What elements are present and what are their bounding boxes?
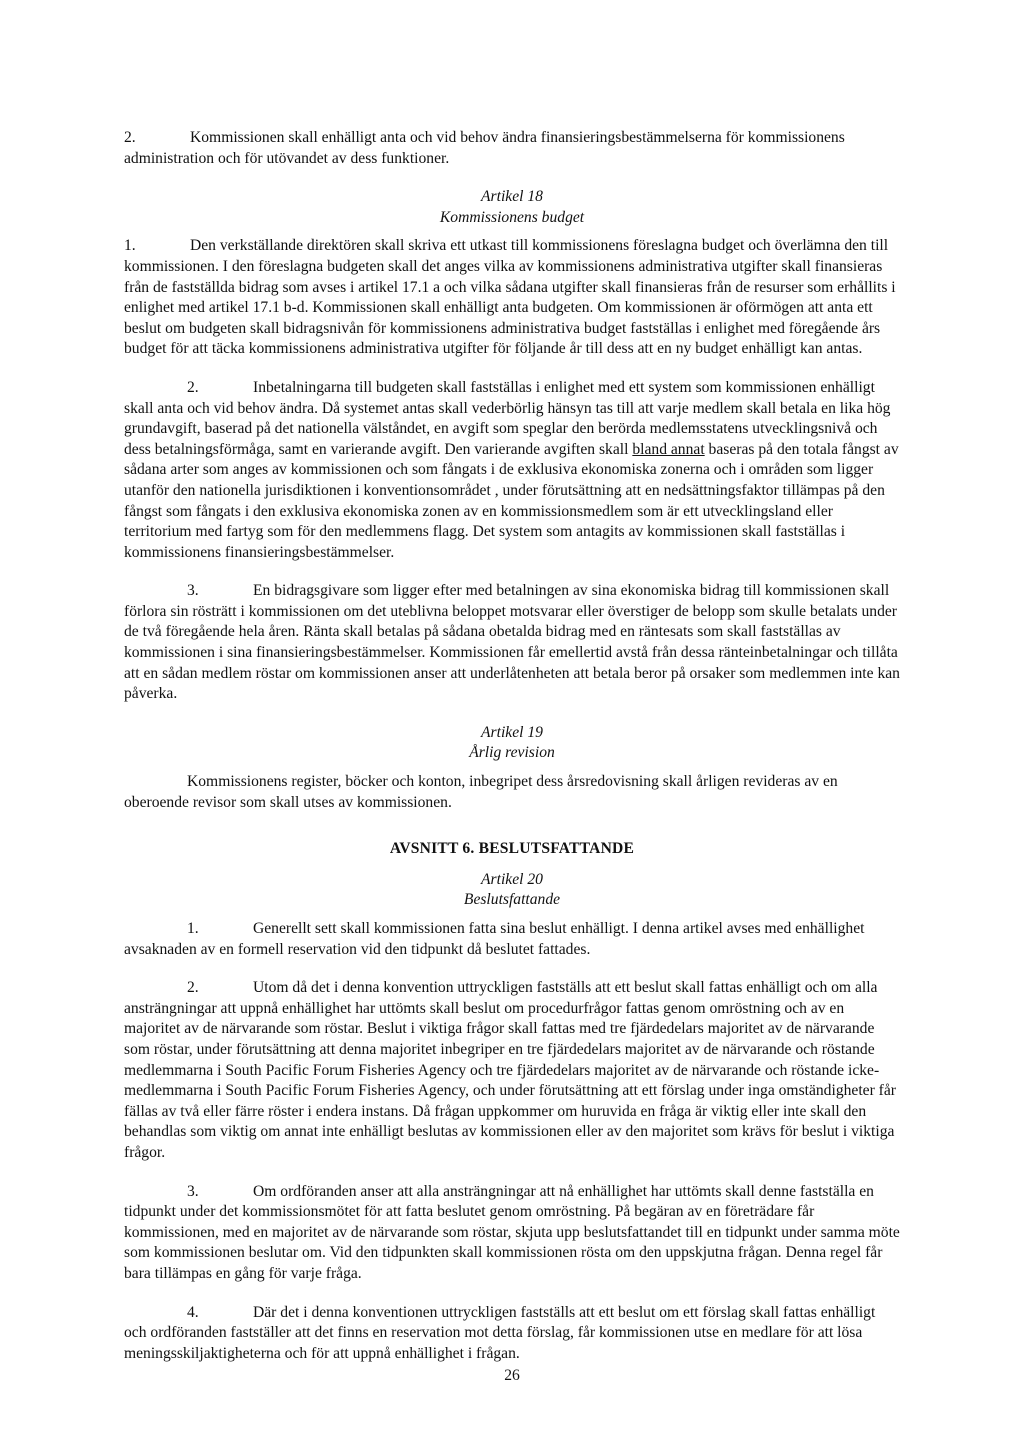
article-title: Artikel 19 [481, 723, 543, 741]
document-page [124, 128, 900, 1382]
article-20-paragraph-4 [124, 1303, 900, 1365]
section-6-heading: AVSNITT 6. BESLUTSFATTANDE [389, 840, 635, 858]
article-20-paragraph-2 [124, 978, 900, 1163]
article-19-heading [124, 723, 900, 764]
paragraph-text: Den verkställande direktören skall skriva ett utkast till kommissionens föreslagna budget och överlämna den till kommissionen. I den föreslagna budgeten skall det anges vilka av kommissionens administrativa utgifter skall finansieras från de fastställda bidrag som avses i artikel 17.1 a och vilka sådana utgifter skall finansieras från de resurser som erhållits i enlighet med artikel 17.1 b-d. Kommissionen skall enhälligt anta budgeten. Om kommissionen är oförmögen att anta ett beslut om budgeten skall bidragsnivån för kommissionens administrativa budget fastställas i enlighet med föregående års budget för att täcka kommissionens administrativa utgifter för följande år till dess att en ny budget enhälligt kan antas. [124, 237, 896, 358]
article-18-paragraph-2 [124, 378, 900, 563]
paragraph-text: Inbetalningarna till budgeten skall fastställas i enlighet med ett system som kommissionen enhälligt skall anta och vid behov ändra. Då systemet antas skall vederbörlig hänsyn tas till att varje medlem skall betala en lika hög grundavgift, baserad på det nationella välståndet, en avgift som speglar den berörda medlemsstatens utvecklingsnivå och dess betalningsförmåga, samt en varierande avgift. Den varierande avgiften skall [124, 378, 891, 458]
article-20-paragraph-3 [124, 1182, 900, 1285]
article-subtitle: Årlig revision [469, 744, 555, 762]
paragraph-text: Kommissionens register, böcker och konton, inbegripet dess årsredovisning skall årligen revideras av en oberoende revisor som skall utses av kommissionen. [124, 773, 838, 811]
paragraph-number: 3. [187, 582, 199, 600]
paragraph-number: 4. [187, 1303, 199, 1321]
paragraph-number: 3. [187, 1182, 199, 1200]
underlined-text: bland annat [632, 440, 705, 458]
paragraph-text: Om ordföranden anser att alla ansträngningar att nå enhällighet har uttömts skall denne fastställa en tidpunkt under det kommissionsmötet för att fatta beslutet genom omröstning. På begäran av en företrädare får kommissionen, med en majoritet av de närvarande som röstar, skjuta upp beslutsfattandet till en tidpunkt under samma möte som kommissionen beslutar om. Vid den tidpunkten skall kommissionen rösta om den uppskjutna frågan. Denna regel får bara tillämpas en gång för varje fråga. [124, 1182, 900, 1282]
article-20-paragraph-1 [124, 919, 900, 960]
paragraph-text: Generellt sett skall kommissionen fatta sina beslut enhälligt. I denna artikel avses med enhällighet avsaknaden av en formell reservation vid den tidpunkt då beslutet fattades. [124, 920, 865, 958]
paragraph-text: Där det i denna konventionen uttryckligen fastställs att ett beslut om ett förslag skall fattas enhälligt och ordföranden fastställer att det finns en reservation mot detta förslag, får kommissionen utse en medlare för att lösa meningsskiljaktigheterna och för att uppnå enhällighet i frågan. [124, 1303, 876, 1362]
article-title: Artikel 18 [481, 188, 543, 206]
paragraph-text-continued: baseras på den totala fångst av sådana arter som anges av kommissionen och som fångats i de exklusiva ekonomiska zonerna och i områden som ligger utanför den nationella jurisdiktionen i konventionsområdet , under förutsättning att en nedsättningsfaktor tillämpas på den fångst som fångats i den exklusiva ekonomiska zonen av en kommissionsmedlem som är ett utvecklingsland eller territorium med fartyg som för den medlemmens flagg. Det system som antagits av kommissionen skall fastställas i kommissionens finansieringsbestämmelser. [124, 440, 899, 561]
article-title: Artikel 20 [481, 870, 543, 888]
paragraph-number: 1. [187, 920, 199, 937]
article-subtitle: Kommissionens budget [439, 208, 585, 226]
article-subtitle: Beslutsfattande [463, 891, 561, 909]
paragraph-number: 1. [124, 237, 136, 255]
paragraph-number: 2. [124, 129, 136, 146]
paragraph-text: Utom då det i denna konvention uttryckligen fastställs att ett beslut skall fattas enhälligt och om alla ansträngningar att uppnå enhällighet har uttömts skall beslut om procedurfrågor fattas genom omröstning och av en majoritet av de närvarande som röstar. Beslut i viktiga frågor skall fattas med tre fjärdedelars majoritet av de närvarande som röstar, under förutsättning att denna majoritet inbegriper en tre fjärdedelars majoritet av de närvarande och röstande medlemmarna i South Pacific Forum Fisheries Agency och tre fjärdedelars majoritet av de närvarande och röstande icke-medlemmarna i South Pacific Forum Fisheries Agency, och under förutsättning att ett förslag under inga omständigheter får fällas av två eller färre röster i endera instans. Då frågan uppkommer om huruvida en fråga är viktig eller inte skall den behandlas som viktig om annat inte enhälligt beslutas av kommissionen eller av den majoritet som krävs för beslut i viktiga frågor. [124, 979, 896, 1161]
paragraph-text: Kommissionen skall enhälligt anta och vid behov ändra finansieringsbestämmelserna för kommissionens administration och för utövandet av dess funktioner. [124, 129, 845, 167]
page-number: 26 [504, 1367, 520, 1384]
article-18-heading [124, 187, 900, 228]
article-18-paragraph-3 [124, 581, 900, 705]
paragraph-number: 2. [187, 979, 199, 997]
article-18-paragraph-1 [124, 236, 900, 360]
paragraph-text: En bidragsgivare som ligger efter med betalningen av sina ekonomiska bidrag till kommissionen skall förlora sin rösträtt i kommissionen om det uteblivna beloppet motsvarar eller överstiger de belopp som skulle betalats under de två föregående hela åren. Ränta skall betalas på sådana obetalda bidrag med en räntesats som skall fastställas av kommissionen i sina finansieringsbestämmelser. Kommissionen får emellertid avstå från dessa ränteinbetalningar och tillåta att en sådan medlem röstar om kommissionen anser att underlåtenheten att betala beror på orsaker som medlemmen inte kan påverka. [124, 582, 900, 703]
article-20-heading [124, 870, 900, 911]
paragraph-number: 2. [187, 378, 199, 396]
paragraph-funding-rules [124, 128, 900, 169]
article-19-paragraph [124, 772, 900, 813]
